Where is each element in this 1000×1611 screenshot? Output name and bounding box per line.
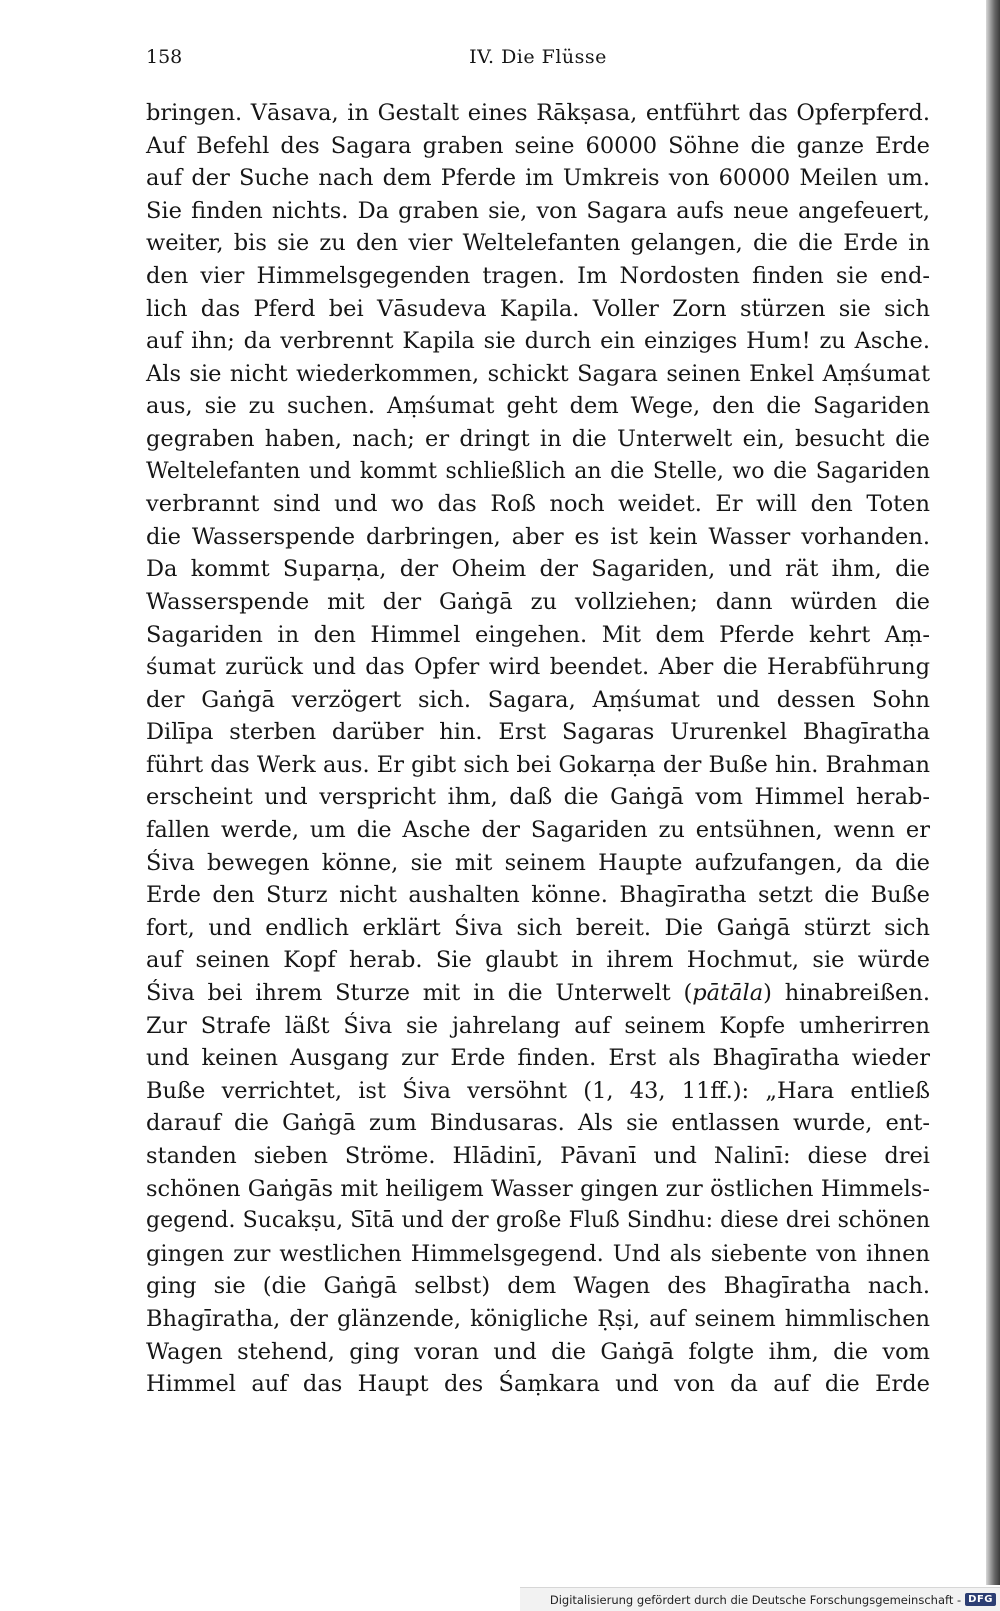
text-line: auf der Suche nach dem Pferde im Umkreis von 60000 Meilen um.	[146, 165, 930, 192]
text-line: fort, und endlich erklärt Śiva sich bereit. Die Gaṅgā stürzt sich	[146, 914, 930, 941]
text-line: Da kommt Suparṇa, der Oheim der Sagariden, und rät ihm, die	[146, 556, 930, 583]
text-line: verbrannt sind und wo das Roß noch weidet. Er will den Toten	[146, 491, 930, 518]
italic-term: pātāla	[692, 980, 764, 1007]
text-line: gingen zur westlichen Himmelsgegend. Und als siebente von ihnen	[146, 1240, 930, 1267]
footer-credit: Digitalisierung gefördert durch die Deutsche Forschungsgemeinschaft -	[549, 1592, 962, 1607]
text-line: Erde den Sturz nicht aushalten könne. Bhagīratha setzt die Buße	[146, 882, 930, 909]
text-line: auf ihn; da verbrennt Kapila sie durch ein einziges Hum! zu Asche.	[146, 328, 930, 355]
text-line: fallen werde, um die Asche der Sagariden zu entsühnen, wenn er	[146, 817, 930, 844]
text-line: auf seinen Kopf herab. Sie glaubt in ihrem Hochmut, sie würde	[146, 947, 930, 974]
text-line: Śiva bei ihrem Sturze mit in die Unterwelt (pātāla) hinabreißen.	[146, 980, 930, 1007]
text-line: schönen Gaṅgās mit heiligem Wasser gingen zur östlichen Himmels-	[146, 1175, 930, 1202]
text-line: den vier Himmelsgegenden tragen. Im Nordosten finden sie end-	[146, 262, 930, 289]
text-line: bringen. Vāsava, in Gestalt eines Rākṣasa, entführt das Opferpferd.	[146, 100, 930, 126]
text-line: Buße verrichtet, ist Śiva versöhnt (1, 43, 11ff.): „Hara entließ	[146, 1077, 930, 1104]
text-line: Wasserspende mit der Gaṅgā zu vollziehen; dann würden die	[146, 588, 930, 615]
text-line: Zur Strafe läßt Śiva sie jahrelang auf seinem Kopfe umherirren	[146, 1012, 930, 1039]
page-header	[146, 46, 930, 76]
text-line: weiter, bis sie zu den vier Weltelefanten gelangen, die die Erde in	[146, 230, 930, 257]
text-line: führt das Werk aus. Er gibt sich bei Gokarṇa der Buße hin. Brahman	[146, 751, 930, 778]
body-text	[146, 97, 930, 1401]
text-line: gegend. Sucakṣu, Sītā und der große Fluß Sindhu: diese drei schönen	[146, 1208, 930, 1234]
text-line: Wagen stehend, ging voran und die Gaṅgā folgte ihm, die vom	[146, 1338, 930, 1365]
page-edge-shadow	[986, 0, 1000, 1585]
text-line: aus, sie zu suchen. Aṃśumat geht dem Wege, den die Sagariden	[146, 393, 930, 420]
text-line: lich das Pferd bei Vāsudeva Kapila. Voller Zorn stürzen sie sich	[146, 295, 930, 322]
text-line: Sie finden nichts. Da graben sie, von Sagara aufs neue angefeuert,	[146, 197, 930, 224]
text-line: Als sie nicht wiederkommen, schickt Sagara seinen Enkel Aṃśumat	[146, 360, 930, 387]
text-line: Śiva bewegen könne, sie mit seinem Haupte aufzufangen, da die	[146, 849, 930, 876]
running-title: IV. Die Flüsse	[469, 46, 607, 68]
text-line: Weltelefanten und kommt schließlich an die Stelle, wo die Sagariden	[146, 458, 930, 484]
text-line: und keinen Ausgang zur Erde finden. Erst als Bhagīratha wieder	[146, 1045, 930, 1072]
dfg-logo: DFG	[965, 1593, 996, 1606]
text-line: śumat zurück und das Opfer wird beendet. Aber die Herabführung	[146, 654, 930, 681]
text-line: darauf die Gaṅgā zum Bindusaras. Als sie entlassen wurde, ent-	[146, 1110, 930, 1137]
text-line: die Wasserspende darbringen, aber es ist kein Wasser vorhanden.	[146, 523, 930, 550]
text-line: erscheint und verspricht ihm, daß die Gaṅgā vom Himmel herab-	[146, 784, 930, 811]
text-line: gegraben haben, nach; er dringt in die Unterwelt ein, besucht die	[146, 425, 930, 452]
text-line: ging sie (die Gaṅgā selbst) dem Wagen des Bhagīratha nach.	[146, 1273, 930, 1300]
text-line: Sagariden in den Himmel eingehen. Mit dem Pferde kehrt Aṃ-	[146, 621, 930, 648]
page-number: 158	[146, 46, 183, 68]
text-line: der Gaṅgā verzögert sich. Sagara, Aṃśumat und dessen Sohn	[146, 686, 930, 713]
digitization-footer	[520, 1587, 1000, 1611]
text-line: Dilīpa sterben darüber hin. Erst Sagaras Ururenkel Bhagīratha	[146, 719, 930, 746]
text-line: Bhagīratha, der glänzende, königliche Ṛṣi, auf seinem himmlischen	[146, 1305, 930, 1332]
text-line: standen sieben Ströme. Hlādinī, Pāvanī und Nalinī: diese drei	[146, 1143, 930, 1169]
text-line: Himmel auf das Haupt des Śaṃkara und von da auf die Erde	[146, 1371, 930, 1398]
text-line: Auf Befehl des Sagara graben seine 60000 Söhne die ganze Erde	[146, 132, 930, 159]
